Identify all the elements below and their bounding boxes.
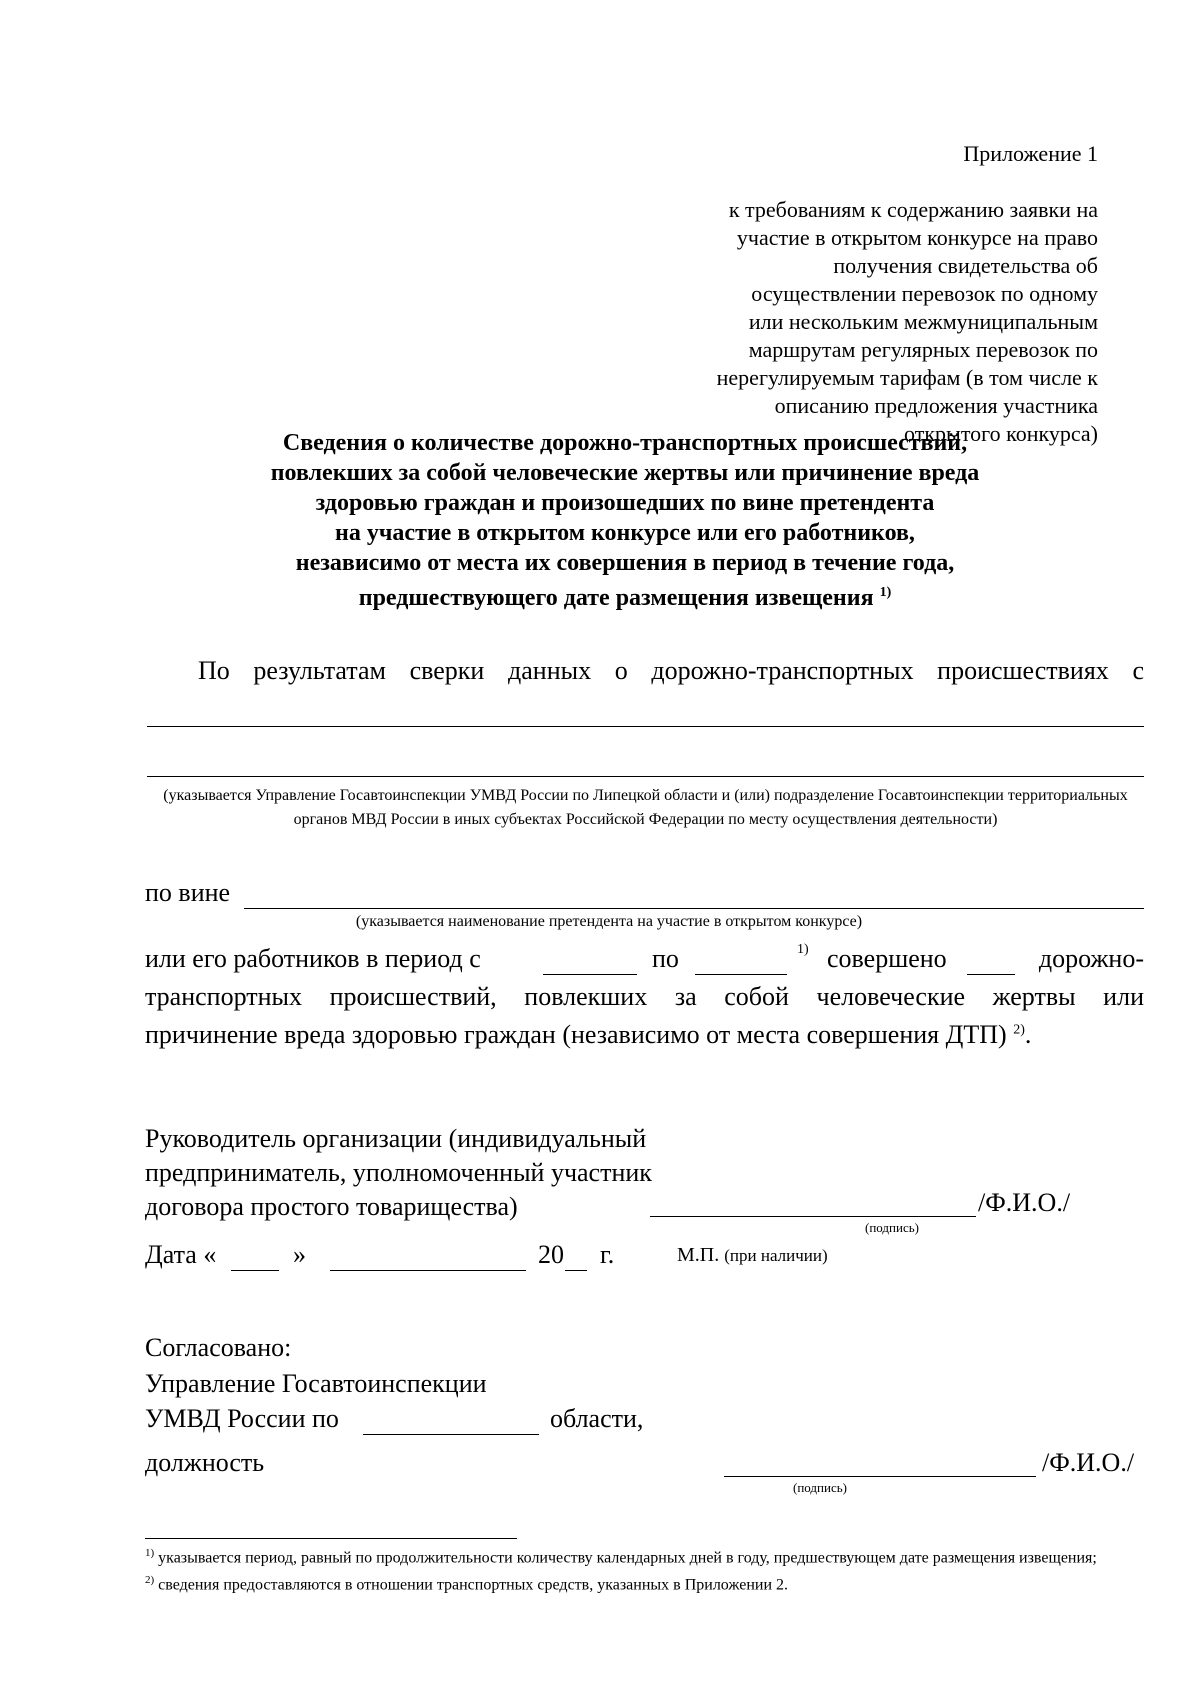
paragraph-line-3-text: причинение вреда здоровью граждан (независимо от места совершения ДТП) [145, 1020, 1007, 1049]
date-label: Дата « [145, 1240, 217, 1269]
footnote-item [145, 1542, 1145, 1569]
title-line: независимо от места их совершения в период в течение года, [295, 550, 955, 576]
applicant-hint: (указывается наименование претендента на участие в открытом конкурсе) [355, 913, 863, 930]
title-line-text: предшествующего дате размещения извещения [358, 585, 874, 611]
period-start-label: или его работников в период с [145, 944, 481, 973]
title-line: здоровью граждан и произошедших по вине претендента [315, 490, 935, 516]
intro-text: По результатам сверки данных о дорожно-транспортных происшествиях с [198, 656, 1144, 685]
paragraph-line-3 [145, 1020, 1031, 1050]
approval-fio: /Ф.И.О./ [1042, 1448, 1135, 1477]
approval-sign-hint: (подпись) [793, 1480, 847, 1495]
year-prefix: 20 [538, 1240, 564, 1269]
period-from-blank[interactable] [543, 974, 637, 975]
title-line: Сведения о количестве дорожно-транспортных происшествий, [282, 430, 968, 456]
footnote-mark-2: 2) [1013, 1022, 1025, 1038]
approval-org-line-2 [145, 1404, 945, 1438]
signature-head-line: договора простого товарищества) [145, 1192, 518, 1221]
footnote-text: указывается период, равный по продолжительности количеству календарных дней в году, предшествующем дате размещения извещения; [158, 1549, 1097, 1567]
authority-hint: (указывается Управление Госавтоинспекции УМВД России по Липецкой области и (или) подразделение Госавтоинспекции территориальных органов МВД России в иных субъектах Российской Федерации по месту осуществления деятельности) [163, 787, 1128, 828]
approval-org-suffix: области, [550, 1404, 644, 1433]
appendix-block [638, 112, 1098, 476]
stamp-label [677, 1244, 828, 1267]
period-to-blank[interactable] [695, 974, 787, 975]
year-blank[interactable] [565, 1270, 587, 1271]
authority-line-2[interactable] [147, 776, 1144, 777]
stamp-note: (при наличии) [724, 1246, 828, 1265]
title-line: повлекших за собой человеческие жертвы или причинение вреда [270, 460, 980, 486]
date-close-quote: » [293, 1240, 306, 1269]
paragraph-period: . [1024, 1020, 1032, 1049]
signature-head-line: Руководитель организации (индивидуальный [145, 1124, 647, 1153]
date-month-blank[interactable] [330, 1270, 526, 1271]
manager-fio: /Ф.И.О./ [978, 1188, 1071, 1217]
document-title [160, 428, 1090, 613]
approval-label: Согласовано: [145, 1333, 292, 1362]
footnote-mark: 1) [145, 1547, 155, 1559]
signature-head [145, 1122, 652, 1224]
date-day-blank[interactable] [231, 1270, 279, 1271]
region-blank[interactable] [363, 1434, 539, 1435]
paragraph-line-1 [145, 944, 1144, 978]
manager-sign-hint: (подпись) [865, 1220, 919, 1235]
paragraph-tail: дорожно- [1038, 944, 1144, 973]
signature-head-line: предприниматель, уполномоченный участник [145, 1158, 652, 1187]
appendix-text: к требованиям к содержанию заявки на участие в открытом конкурсе на право получения свидетельства об осуществлении перевозок по одному или нескольким межмуниципальным маршрутам регулярных перевозок по нерегулируемым тарифам (в том числе к описанию предложения участника открытого конкурса) [716, 197, 1098, 446]
footnote-text: сведения предоставляются в отношении транспортных средств, указанных в Приложении 2. [158, 1576, 789, 1594]
accident-count-blank[interactable] [967, 974, 1015, 975]
title-line [160, 578, 1090, 613]
committed-label: совершено [827, 944, 947, 973]
footnote-item [145, 1569, 1145, 1596]
footnote-mark: 2) [145, 1574, 155, 1587]
stamp-main: М.П. [677, 1244, 720, 1266]
paragraph-line-2: транспортных происшествий, повлекших за собой человеческие жертвы или [145, 982, 1144, 1011]
date-row [145, 1240, 1145, 1274]
footnote-separator [145, 1538, 517, 1539]
fault-label: по вине [145, 878, 231, 907]
applicant-name-line[interactable] [244, 908, 1144, 909]
manager-signature-line[interactable] [650, 1216, 976, 1217]
title-footnote-mark: 1) [879, 585, 892, 600]
period-to-label: по [652, 944, 679, 973]
approval-org-line-1: Управление Госавтоинспекции [145, 1369, 487, 1398]
authority-line-1[interactable] [147, 726, 1144, 727]
approval-signature-line[interactable] [724, 1476, 1036, 1477]
appendix-number: Приложение 1 [963, 141, 1098, 166]
year-suffix: г. [600, 1240, 615, 1269]
footnote-mark-1: 1) [797, 942, 809, 957]
approval-org-prefix: УМВД России по [145, 1404, 339, 1433]
approval-position: должность [145, 1448, 265, 1477]
footnotes [145, 1542, 1145, 1597]
title-line: на участие в открытом конкурсе или его работников, [335, 520, 915, 546]
approval-block [145, 1330, 487, 1402]
